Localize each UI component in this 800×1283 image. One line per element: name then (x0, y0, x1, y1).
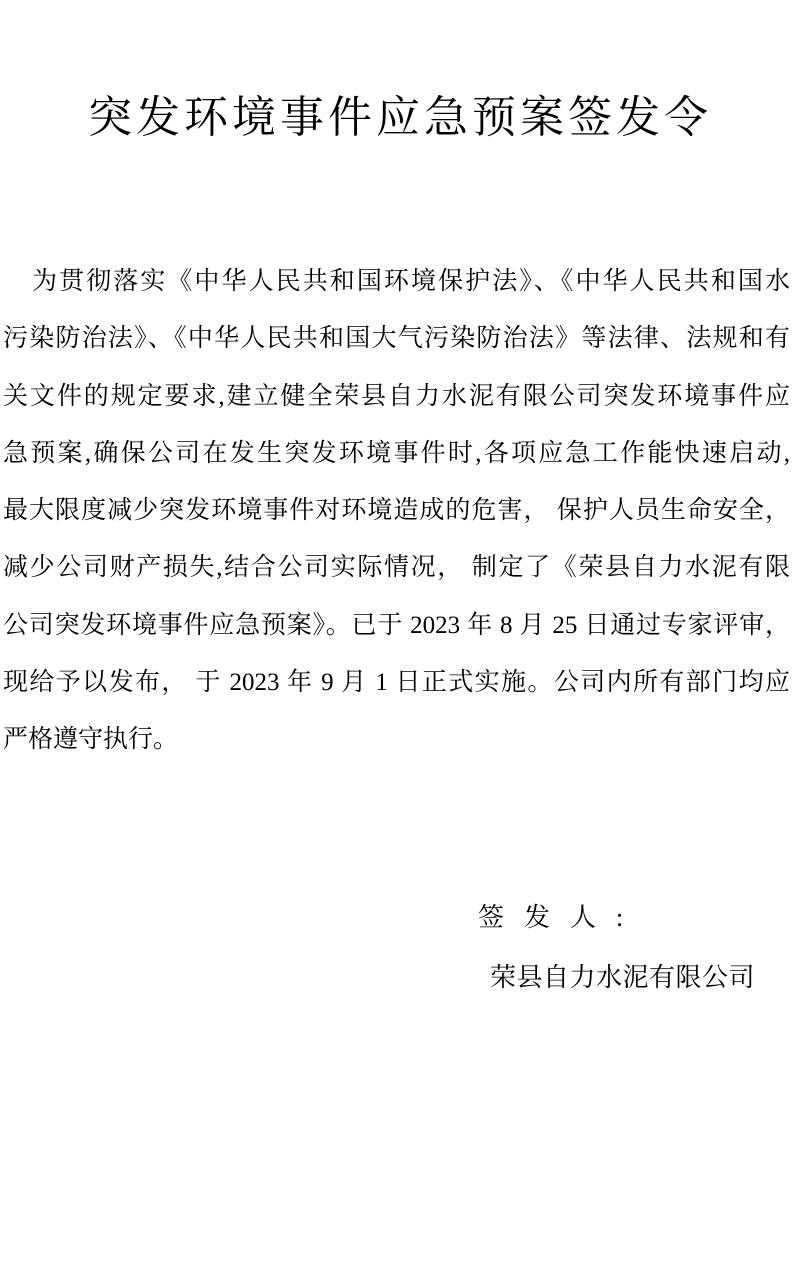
body-line: 污染防治法》、《中华人民共和国大气污染防治法》等法律、法规和有 (3, 325, 790, 353)
body-line: 现给予以发布， 于 2023 年 9 月 1 日正式实施。公司内所有部门均应 (3, 669, 790, 697)
signer-company-name: 荣县自力水泥有限公司 (490, 963, 756, 992)
document-title: 突发环境事件应急预案签发令 (88, 93, 712, 142)
body-line: 严格遵守执行。 (3, 726, 179, 754)
body-line: 公司突发环境事件应急预案》。已于 2023 年 8 月 25 日通过专家评审， (3, 611, 790, 639)
body-line: 为贯彻落实《中华人民共和国环境保护法》、《中华人民共和国水 (32, 268, 790, 295)
document-body (3, 253, 790, 769)
body-line: 急预案,确保公司在发生突发环境事件时,各项应急工作能快速启动, (3, 439, 790, 467)
signer-label: 签发人: (478, 903, 644, 932)
body-line: 最大限度减少突发环境事件对环境造成的危害， 保护人员生命安全， (3, 497, 790, 525)
body-line: 减少公司财产损失,结合公司实际情况， 制定了《荣县自力水泥有限 (3, 554, 790, 582)
body-line: 关文件的规定要求,建立健全荣县自力水泥有限公司突发环境事件应 (3, 382, 790, 410)
